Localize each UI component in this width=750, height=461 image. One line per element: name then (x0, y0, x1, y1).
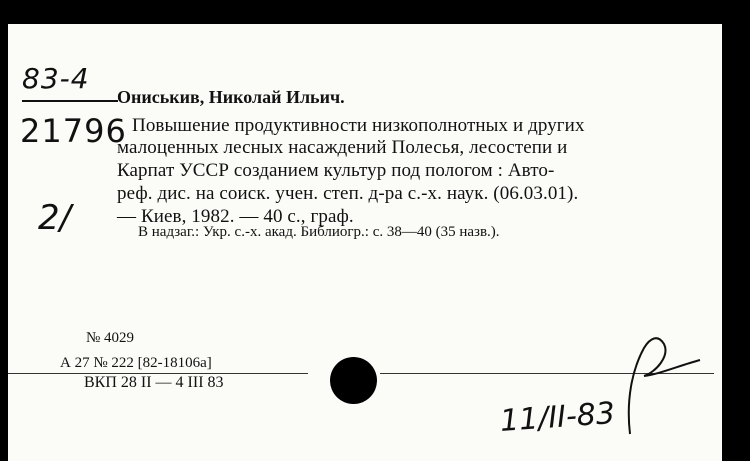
body-line-1: Повышение продуктивности низкополнотных и других (132, 115, 585, 136)
body-line-2: малоценных лесных насаждений Полесья, лесостепи и (117, 137, 568, 158)
accession-line: А 27 № 222 [82-18106а] (60, 355, 212, 371)
bibliographic-note: В надзаг.: Укр. с.-х. акад. Библиогр.: с. 38—40 (35 назв.). (138, 224, 500, 240)
body-line-4: реф. дис. на соиск. учен. степ. д-ра с.-х. наук. (06.03.01). (117, 183, 579, 204)
handwritten-mark: 2/ (38, 198, 72, 238)
handwritten-date: 11/II-83 (498, 396, 617, 439)
code-underline (22, 100, 118, 102)
bottom-rule-left (8, 373, 308, 374)
body-line-5: — Киев, 1982. — 40 с., граф. (117, 206, 354, 227)
handwritten-number: 21796 (20, 112, 127, 150)
vkp-line: ВКП 28 II — 4 III 83 (84, 374, 224, 391)
record-number: № 4029 (86, 330, 135, 346)
handwritten-code: 83-4 (22, 62, 90, 95)
author-name: Ониськив, Николай Ильич. (117, 87, 345, 107)
punch-hole (330, 357, 377, 404)
body-line-3: Карпат УССР созданием культур под пологом : Авто- (117, 160, 555, 181)
